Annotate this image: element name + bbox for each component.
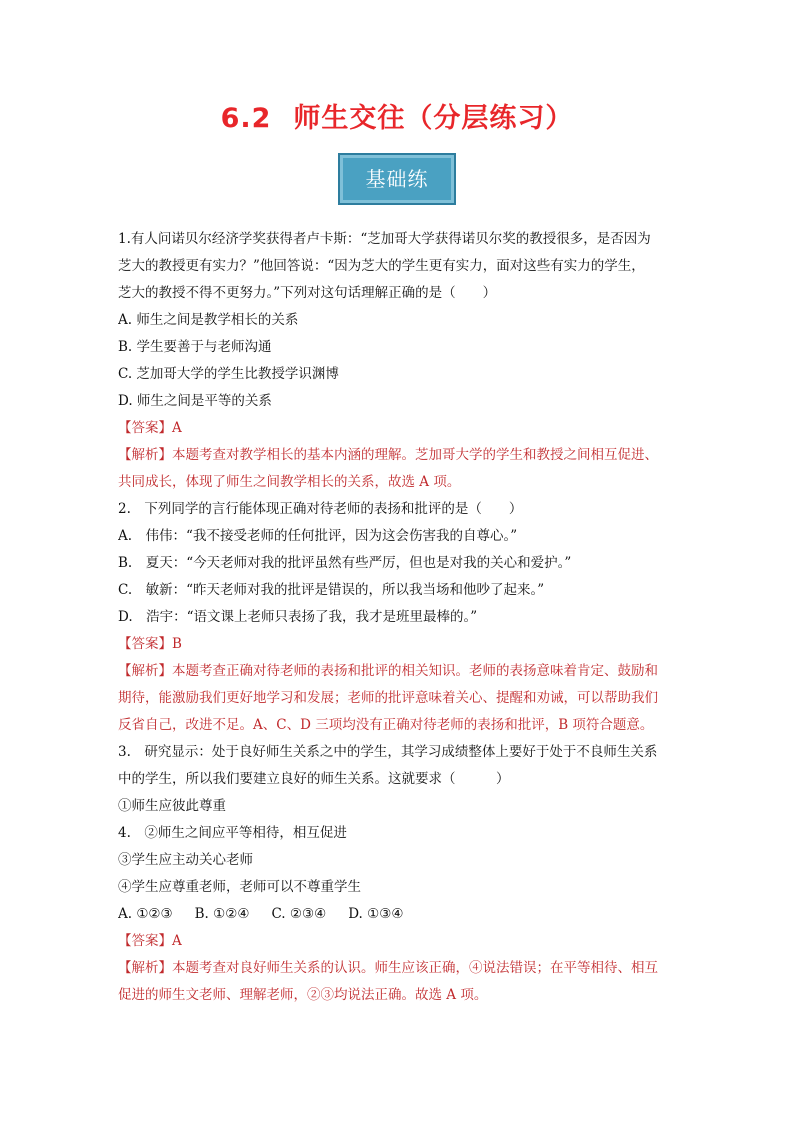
question-stem-line: 3. 研究显示：处于良好师生关系之中的学生，其学习成绩整体上要好于处于不良师生关系 xyxy=(118,744,658,760)
exercise-content xyxy=(118,226,684,1009)
answer-label: 【答案】A xyxy=(118,933,182,949)
statement-3: ③学生应主动关心老师 xyxy=(118,852,253,868)
answer-label: 【答案】B xyxy=(118,636,182,652)
analysis-line: 反省自己，改进不足。A、C、D 三项均没有正确对待老师的表扬和批评，B 项符合题意。 xyxy=(118,717,654,733)
option-d: D. 浩宇：“语文课上老师只表扬了我，我才是班里最棒的。” xyxy=(118,609,478,625)
question-stem-line: 芝大的教授更有实力？”他回答说：“因为芝大的学生更有实力，面对这些有实力的学生， xyxy=(118,258,645,274)
statement-2: 4. ②师生之间应平等相待，相互促进 xyxy=(118,825,347,841)
analysis-line: 促进的师生文老师、理解老师，②③均说法正确。故选 A 项。 xyxy=(118,987,488,1003)
section-badge: 基础练 xyxy=(338,153,456,205)
option-d: D. 师生之间是平等的关系 xyxy=(118,393,272,409)
option-b: B. 夏天：“今天老师对我的批评虽然有些严厉，但也是对我的关心和爱护。” xyxy=(118,555,572,571)
question-2 xyxy=(118,496,684,739)
question-3 xyxy=(118,739,684,1009)
option-a: A. 师生之间是教学相长的关系 xyxy=(118,312,299,328)
page-title xyxy=(0,96,794,135)
option-b: B. 学生要善于与老师沟通 xyxy=(118,339,272,355)
option-c: C. 芝加哥大学的学生比教授学识渊博 xyxy=(118,366,339,382)
choices-row xyxy=(118,901,684,928)
title-number: 6.2 xyxy=(220,103,272,134)
analysis-line: 【解析】本题考查对教学相长的基本内涵的理解。芝加哥大学的学生和教授之间相互促进、 xyxy=(118,447,658,463)
statement-4: ④学生应尊重老师，老师可以不尊重学生 xyxy=(118,879,361,895)
title-text: 师生交往（分层练习） xyxy=(293,103,574,134)
question-stem-line: 芝大的教授不得不更努力。”下列对这句话理解正确的是（ ） xyxy=(118,285,497,301)
choice-c: C. ②③④ xyxy=(271,906,327,922)
choice-a: A. ①②③ xyxy=(118,906,173,922)
choice-b: B. ①②④ xyxy=(194,906,250,922)
statement-1: ①师生应彼此尊重 xyxy=(118,798,226,814)
analysis-line: 【解析】本题考查正确对待老师的表扬和批评的相关知识。老师的表扬意味着肯定、鼓励和 xyxy=(118,663,658,679)
option-a: A. 伟伟：“我不接受老师的任何批评，因为这会伤害我的自尊心。” xyxy=(118,528,518,544)
choice-d: D. ①③④ xyxy=(348,906,404,922)
question-stem-line: 1.有人问诺贝尔经济学奖获得者卢卡斯：“芝加哥大学获得诺贝尔奖的教授很多，是否因为 xyxy=(118,231,651,247)
question-stem-line: 2. 下列同学的言行能体现正确对待老师的表扬和批评的是（ ） xyxy=(118,501,523,517)
analysis-line: 共同成长，体现了师生之间教学相长的关系，故选 A 项。 xyxy=(118,474,461,490)
analysis-line: 【解析】本题考查对良好师生关系的认识。师生应该正确，④说法错误；在平等相待、相互 xyxy=(118,960,658,976)
analysis-line: 期待，能激励我们更好地学习和发展；老师的批评意味着关心、提醒和劝诫，可以帮助我们 xyxy=(118,690,658,706)
answer-label: 【答案】A xyxy=(118,420,182,436)
question-1 xyxy=(118,226,684,496)
option-c: C. 敏新：“昨天老师对我的批评是错误的，所以我当场和他吵了起来。” xyxy=(118,582,545,598)
question-stem-line: 中的学生，所以我们要建立良好的师生关系。这就要求（ ） xyxy=(118,771,510,787)
